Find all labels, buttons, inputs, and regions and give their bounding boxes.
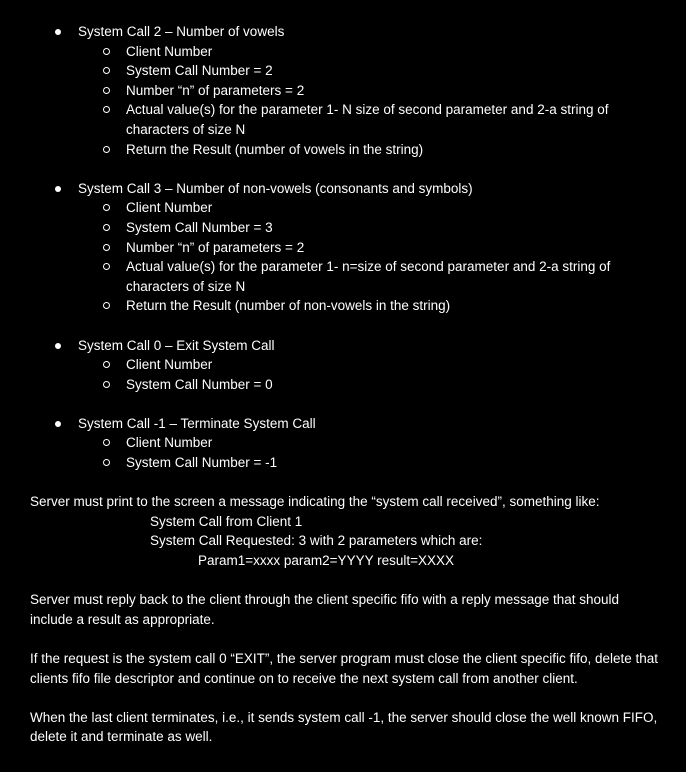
hollow-bullet-icon: [103, 224, 110, 231]
section-title: [0, 414, 686, 434]
hollow-bullet-icon: [103, 244, 110, 251]
server-print-line: Param1=xxxx param2=YYYY result=XXXX: [198, 553, 454, 569]
hollow-bullet-icon: [103, 263, 110, 270]
list-item: Return the Result (number of non-vowels in the string): [0, 296, 686, 316]
hollow-bullet-icon: [103, 67, 110, 74]
section-title: [0, 179, 686, 199]
hollow-bullet-icon: [103, 381, 110, 388]
list-item: Client Number: [0, 198, 686, 218]
paragraph-exit: If the request is the system call 0 “EXIT”, the server program must close the client specific fifo, delete that clients fifo file descriptor and continue on to receive the next system call from another client.: [30, 651, 659, 686]
section-system-call-0: [0, 336, 686, 395]
section-system-call-minus-1: [0, 414, 686, 473]
section-title: [0, 22, 686, 42]
list-item: System Call Number = 3: [0, 218, 686, 238]
server-print-line: System Call Requested: 3 with 2 parameters which are:: [150, 533, 483, 549]
document-body: [0, 22, 686, 747]
server-print-intro: Server must print to the screen a message indicating the “system call received”, something like:: [30, 494, 600, 510]
section-title-text: System Call 0 – Exit System Call: [78, 337, 275, 353]
bullet-icon: [55, 186, 61, 192]
section-title-text: System Call 3 – Number of non-vowels (consonants and symbols): [78, 180, 473, 196]
section-system-call-3: [0, 179, 686, 316]
hollow-bullet-icon: [103, 87, 110, 94]
hollow-bullet-icon: [103, 146, 110, 153]
hollow-bullet-icon: [103, 204, 110, 211]
hollow-bullet-icon: [103, 106, 110, 113]
paragraph-terminate: When the last client terminates, i.e., it sends system call -1, the server should close the well known FIFO, delete it and terminate as well.: [30, 709, 658, 745]
list-item: System Call Number = 0: [0, 375, 686, 395]
list-item: Number “n” of parameters = 2: [0, 81, 686, 101]
list-item: System Call Number = -1: [0, 453, 686, 473]
list-item: Return the Result (number of vowels in the string): [0, 140, 686, 160]
section-title-text: System Call 2 – Number of vowels: [78, 24, 285, 39]
server-print-line: System Call from Client 1: [150, 513, 303, 529]
bullet-icon: [55, 343, 61, 349]
list-item: Actual value(s) for the parameter 1- n=size of second parameter and 2-a string of characters of size N: [0, 257, 686, 296]
section-system-call-2: [0, 22, 686, 159]
list-item: Client Number: [0, 433, 686, 453]
list-item: Actual value(s) for the parameter 1- N size of second parameter and 2-a string of characters of size N: [0, 100, 686, 139]
bullet-icon: [55, 421, 61, 427]
list-item: Client Number: [0, 355, 686, 375]
hollow-bullet-icon: [103, 48, 110, 55]
section-title-text: System Call -1 – Terminate System Call: [78, 415, 316, 431]
section-title: [0, 336, 686, 356]
hollow-bullet-icon: [103, 302, 110, 309]
list-item: Client Number: [0, 42, 686, 62]
list-item: System Call Number = 2: [0, 61, 686, 81]
paragraph-reply: Server must reply back to the client through the client specific fifo with a reply message that should include a result as appropriate.: [30, 592, 620, 627]
list-item: Number “n” of parameters = 2: [0, 238, 686, 258]
bullet-icon: [55, 29, 61, 35]
hollow-bullet-icon: [103, 439, 110, 446]
hollow-bullet-icon: [103, 361, 110, 368]
hollow-bullet-icon: [103, 459, 110, 466]
